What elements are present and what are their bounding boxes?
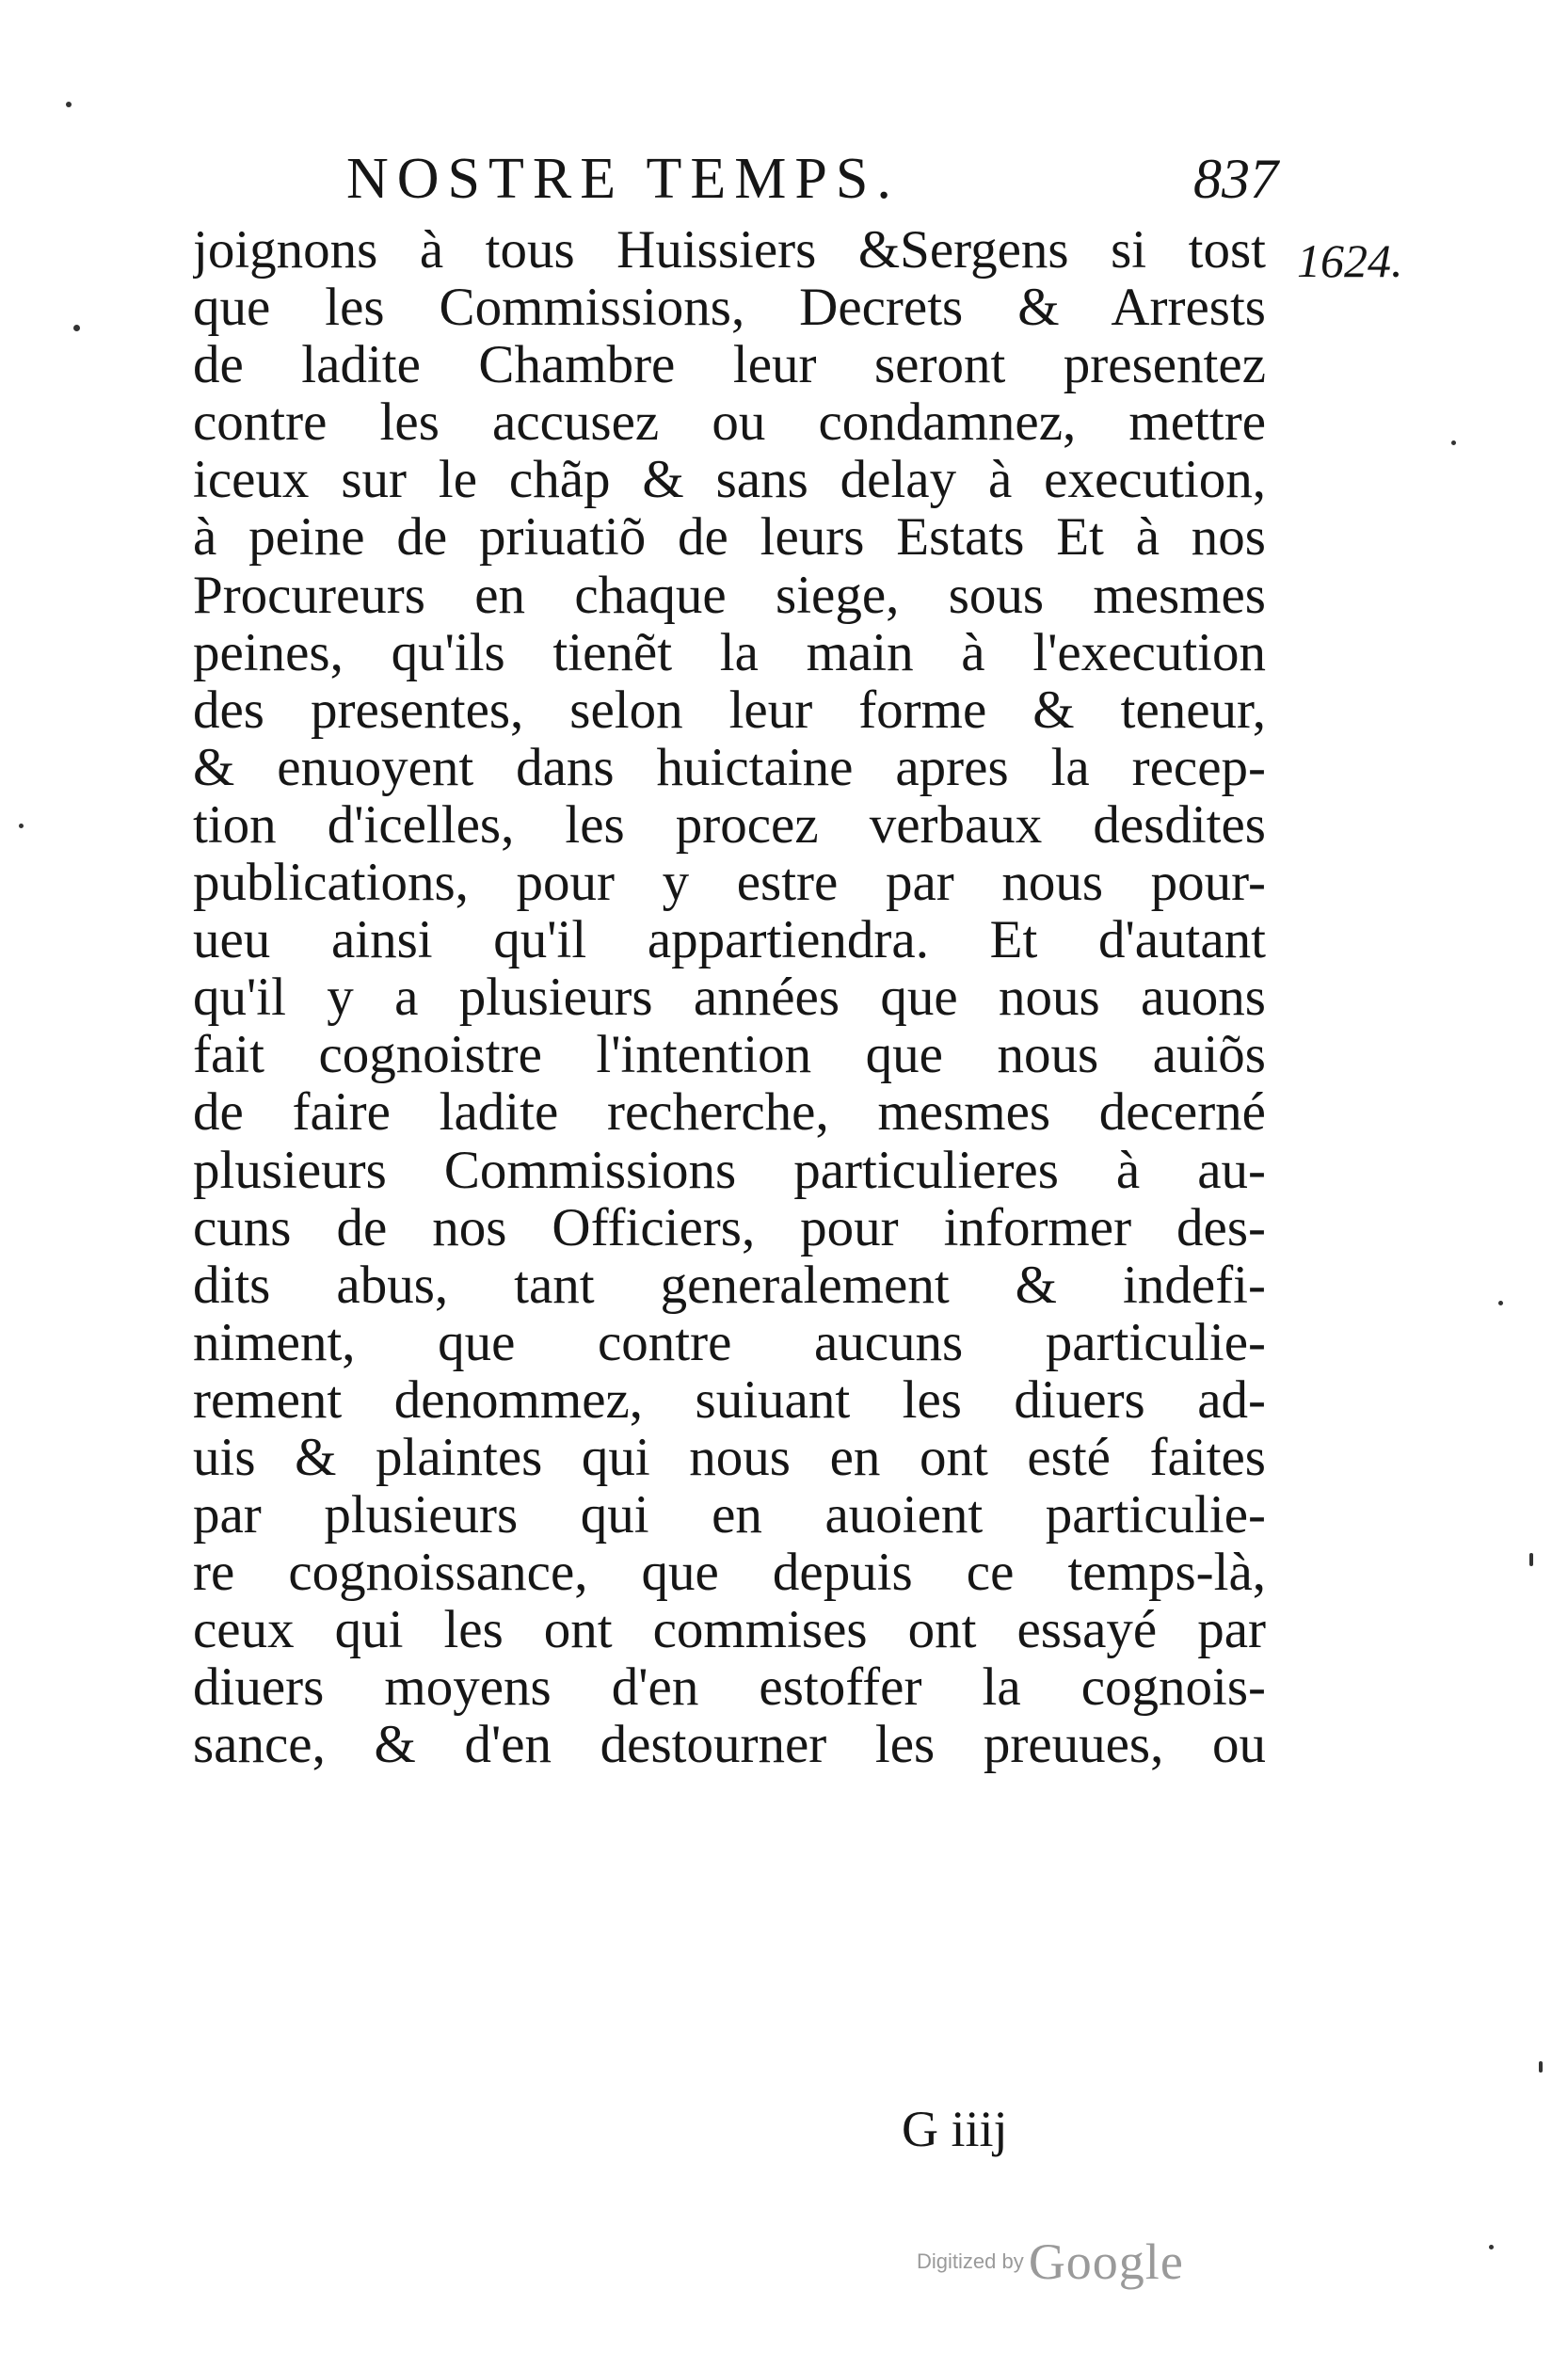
text-line: ueu ainsi qu'il appartiendra. Et d'autant [193,911,1266,969]
scan-speck [19,824,24,828]
scan-speck [1529,1553,1533,1566]
text-line: tion d'icelles, les procez verbaux desdites [193,795,1266,855]
text-line: niment, que contre aucuns particulie- [193,1313,1266,1371]
text-line: sance, & d'en destourner les preuues, ou [193,1716,1266,1774]
body-text [193,221,1266,1774]
text-line: fait cognoistre l'intention que nous auiõs [193,1026,1266,1084]
text-line: diuers moyens d'en estoffer la cognois- [193,1658,1266,1717]
scan-speck [1539,2061,1543,2073]
text-line: cuns de nos Officiers, pour informer des- [193,1198,1266,1257]
text-line: des presentes, selon leur forme & teneur, [193,680,1266,739]
text-line: joignons à tous Huissiers &Sergens si tost [193,221,1266,280]
text-line: iceux sur le chãp & sans delay à execution, [193,451,1266,509]
text-line: uis & plaintes qui nous en ont esté faites [193,1428,1266,1487]
page-header [346,141,1278,216]
text-line: contre les accusez ou condamnez, mettre [193,393,1266,452]
margin-year: 1624. [1297,234,1403,287]
text-line: publications, pour y estre par nous pour- [193,854,1266,912]
text-line: par plusieurs qui en auoient particulie- [193,1486,1266,1545]
text-line: & enuoyent dans huictaine apres la recep- [193,738,1266,796]
scan-speck [73,325,80,331]
text-line: que les Commissions, Decrets & Arrests [193,279,1266,337]
text-line: dits abus, tant generalement & indefi- [193,1256,1266,1314]
scan-speck [1498,1301,1503,1305]
text-line: de ladite Chambre leur seront presentez [193,336,1266,394]
text-line: peines, qu'ils tienẽt la main à l'execution [193,623,1266,681]
text-line: ceux qui les ont commises ont essayé par [193,1601,1266,1659]
text-line: Procureurs en chaque siege, sous mesmes [193,566,1266,624]
running-title: NOSTRE TEMPS. [346,147,900,211]
page-number: 837 [1193,148,1278,210]
text-line: re cognoissance, que depuis ce temps-là, [193,1544,1266,1602]
text-line: de faire ladite recherche, mesmes decerné [193,1083,1266,1142]
text-line: rement denommez, suiuant les diuers ad- [193,1370,1266,1429]
watermark-prefix: Digitized by [917,2249,1024,2273]
text-line: plusieurs Commissions particulieres à au- [193,1141,1266,1199]
scan-speck [1489,2245,1494,2249]
text-line: à peine de priuatiõ de leurs Estats Et à nos [193,508,1266,567]
scan-speck [1451,440,1456,445]
digitized-watermark [917,2233,1184,2298]
text-line: qu'il y a plusieurs années que nous auons [193,968,1266,1027]
signature-mark: G iiij [902,2101,1008,2157]
watermark-brand: Google [1028,2233,1184,2290]
scan-speck [66,102,72,107]
